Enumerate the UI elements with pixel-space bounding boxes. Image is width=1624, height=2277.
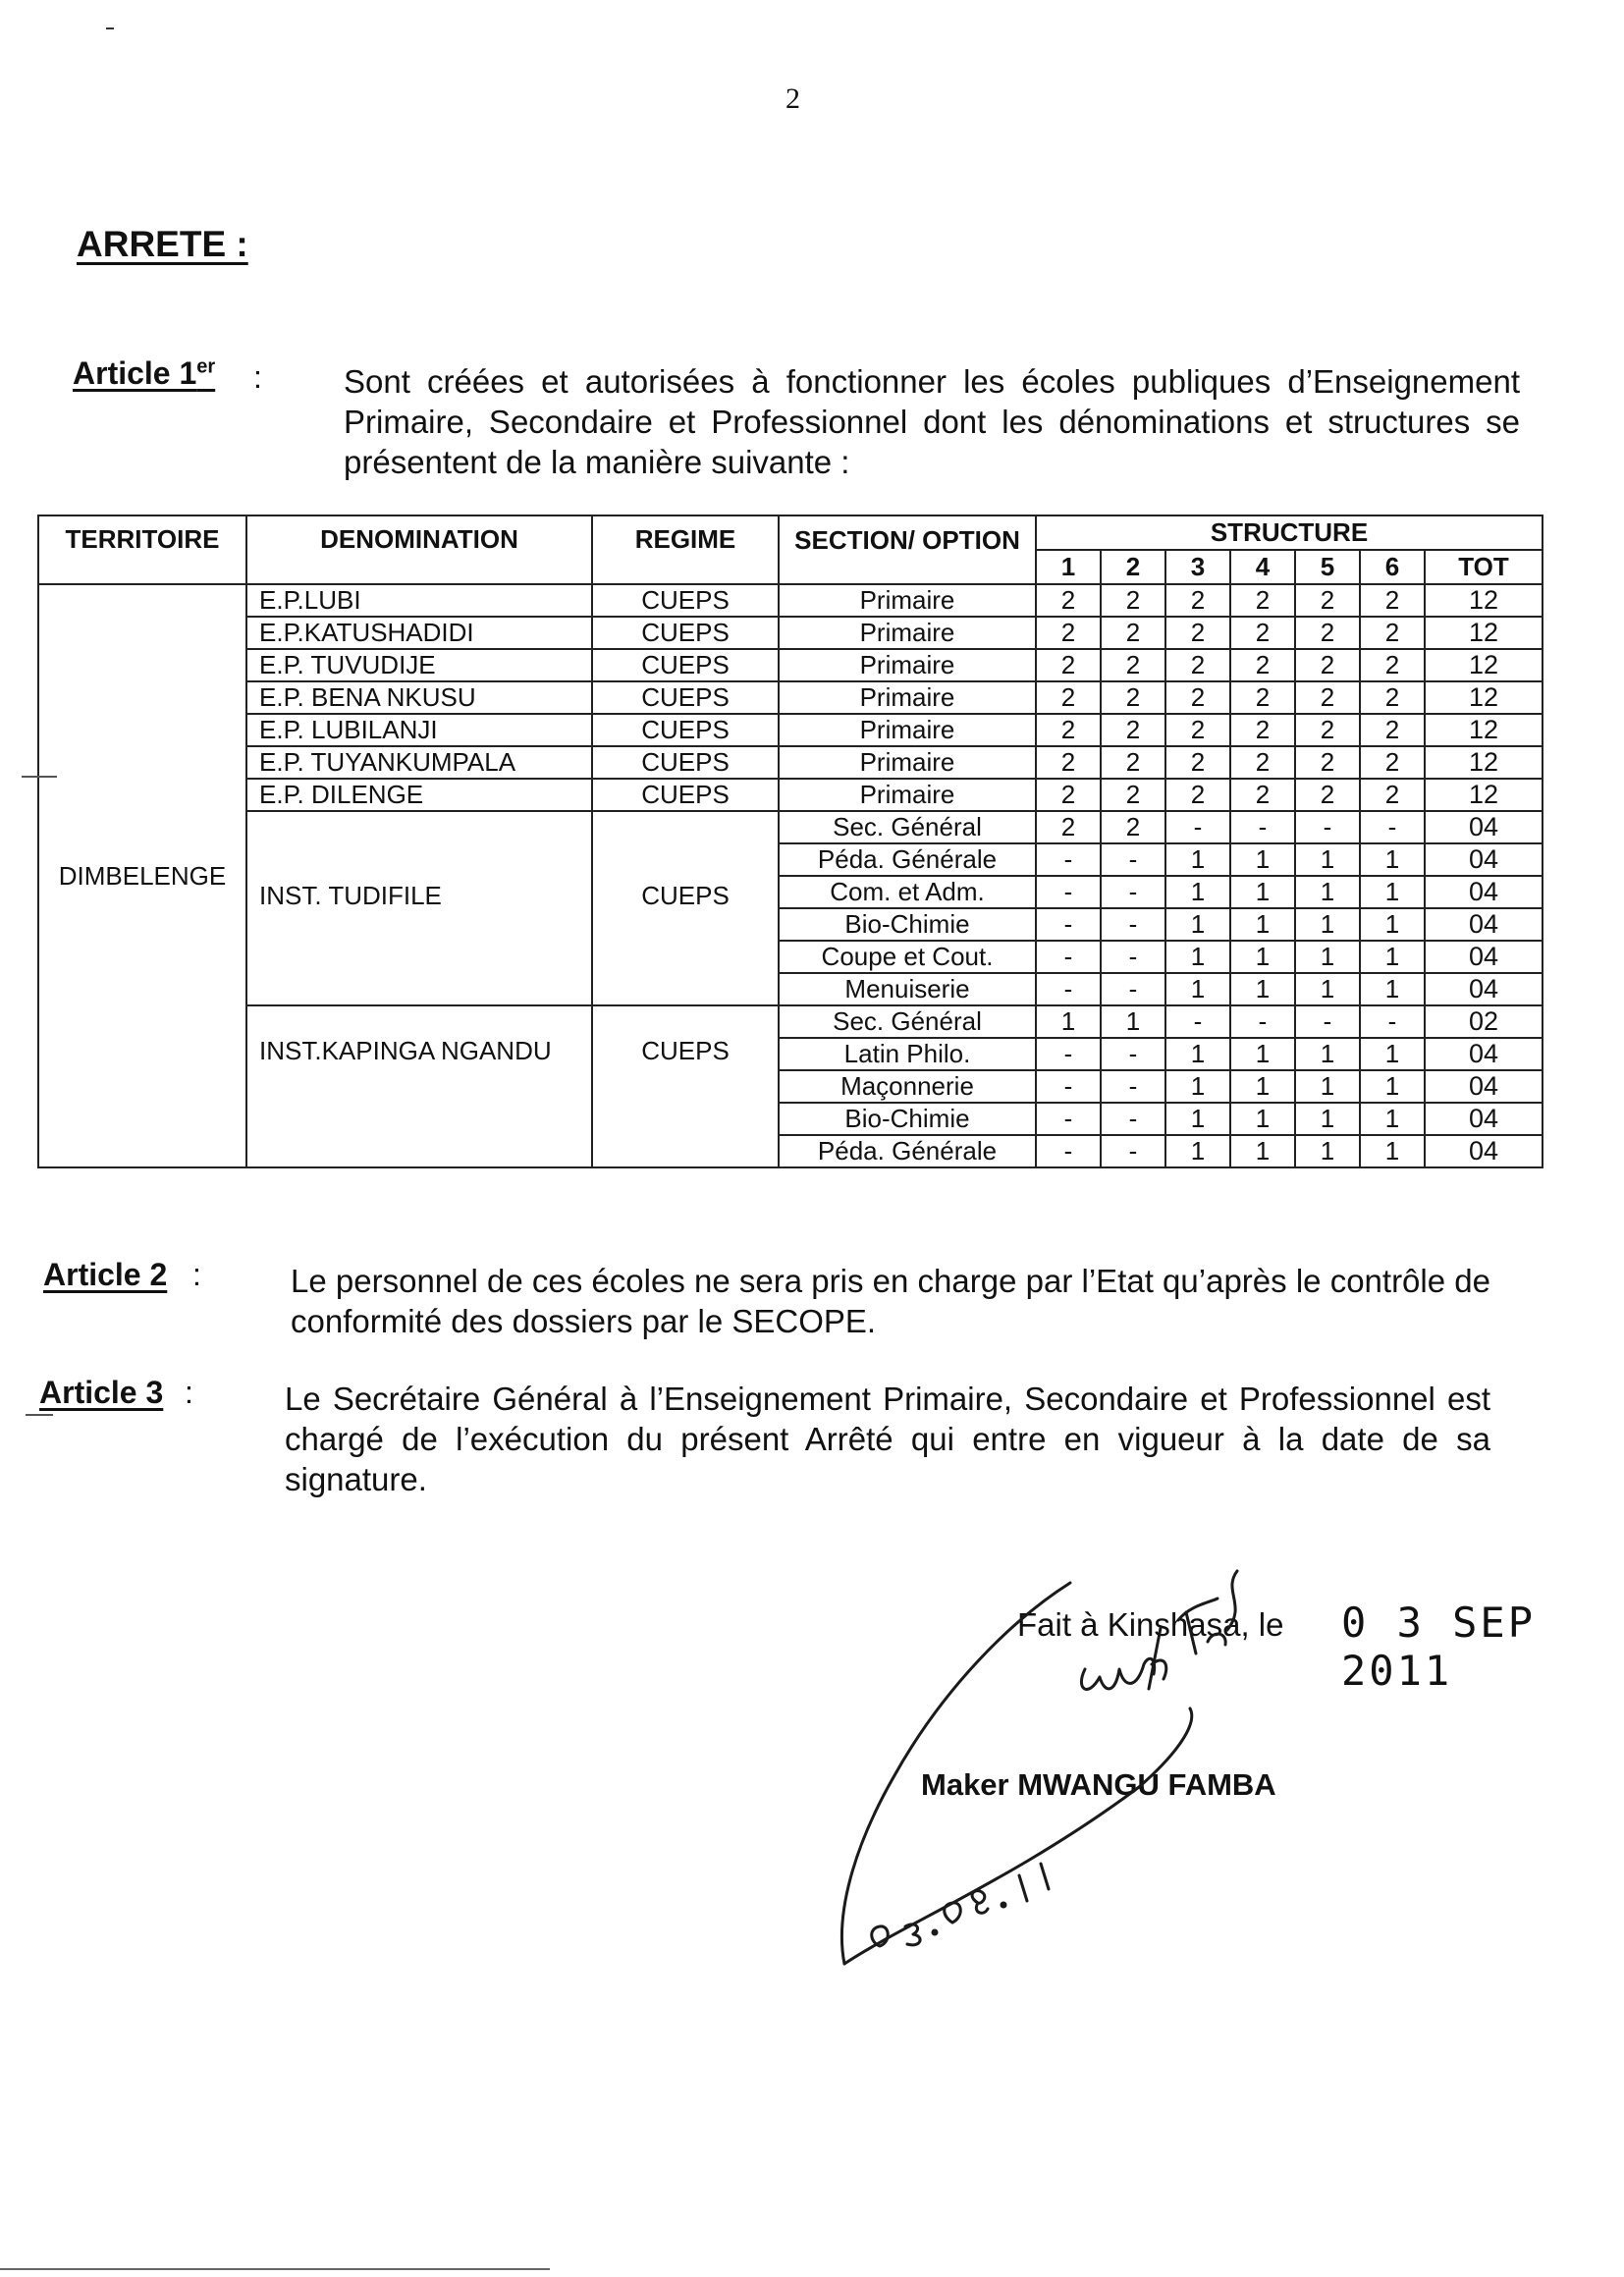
- structure-cell: 1: [1165, 908, 1230, 941]
- structure-cell: 1: [1230, 941, 1295, 973]
- school-name: E.P. DILENGE: [246, 779, 592, 811]
- structure-cell: 1: [1295, 941, 1360, 973]
- structure-cell: 2: [1295, 779, 1360, 811]
- structure-cell: 2: [1295, 746, 1360, 779]
- structure-cell: 1: [1360, 973, 1425, 1005]
- col-num-5: 5: [1295, 550, 1360, 584]
- structure-cell: 1: [1230, 1103, 1295, 1135]
- structure-cell: 2: [1360, 681, 1425, 714]
- structure-cell: 2: [1230, 714, 1295, 746]
- total-cell: 04: [1425, 1038, 1543, 1070]
- structure-cell: 2: [1101, 584, 1165, 617]
- school-regime: CUEPS: [592, 649, 779, 681]
- total-cell: 04: [1425, 876, 1543, 908]
- total-cell: 04: [1425, 1070, 1543, 1103]
- total-cell: 12: [1425, 714, 1543, 746]
- structure-cell: 2: [1230, 649, 1295, 681]
- total-cell: 04: [1425, 908, 1543, 941]
- col-num-2: 2: [1101, 550, 1165, 584]
- structure-cell: -: [1101, 1070, 1165, 1103]
- structure-cell: 2: [1036, 714, 1101, 746]
- structure-cell: -: [1165, 1005, 1230, 1038]
- total-cell: 12: [1425, 617, 1543, 649]
- school-name: E.P. BENA NKUSU: [246, 681, 592, 714]
- school-section: Primaire: [779, 779, 1036, 811]
- option-name: Sec. Général: [779, 811, 1036, 843]
- option-name: Bio-Chimie: [779, 908, 1036, 941]
- structure-cell: 1: [1360, 876, 1425, 908]
- article-1-label: [73, 355, 215, 392]
- structure-cell: 2: [1036, 584, 1101, 617]
- structure-cell: 1: [1230, 843, 1295, 876]
- institute-regime: CUEPS: [592, 1005, 779, 1167]
- structure-cell: 2: [1036, 746, 1101, 779]
- page-number: 2: [785, 82, 800, 115]
- col-num-1: 1: [1036, 550, 1101, 584]
- scan-mark-dash: [106, 27, 114, 29]
- structure-cell: 2: [1036, 681, 1101, 714]
- school-regime: CUEPS: [592, 681, 779, 714]
- structure-cell: 1: [1360, 1038, 1425, 1070]
- structure-cell: -: [1360, 1005, 1425, 1038]
- structure-cell: 1: [1101, 1005, 1165, 1038]
- school-name: E.P.LUBI: [246, 584, 592, 617]
- table-row: [38, 1005, 1543, 1038]
- structure-cell: 1: [1230, 1135, 1295, 1167]
- structure-cell: 1: [1165, 843, 1230, 876]
- total-cell: 04: [1425, 843, 1543, 876]
- structure-cell: 1: [1165, 1135, 1230, 1167]
- col-denomination: DENOMINATION: [246, 515, 592, 584]
- structure-cell: -: [1036, 973, 1101, 1005]
- structure-cell: -: [1101, 876, 1165, 908]
- article-2-text: Le personnel de ces écoles ne sera pris en charge par l’Etat qu’après le contrôle de conformité des dossiers par le SECOPE.: [291, 1263, 1490, 1339]
- structure-cell: 1: [1360, 843, 1425, 876]
- structure-cell: -: [1295, 1005, 1360, 1038]
- structure-cell: 1: [1036, 1005, 1101, 1038]
- article-1-sup: er: [196, 355, 216, 378]
- school-section: Primaire: [779, 584, 1036, 617]
- school-name: E.P. TUVUDIJE: [246, 649, 592, 681]
- structure-cell: 2: [1036, 617, 1101, 649]
- table-row: [38, 584, 1543, 617]
- total-cell: 12: [1425, 779, 1543, 811]
- structure-cell: 1: [1295, 876, 1360, 908]
- structure-cell: 2: [1295, 681, 1360, 714]
- article-1-text: Sont créées et autorisées à fonctionner les écoles publiques d’Enseignement Primaire, Secondaire et Professionnel dont les dénominations et structures se présentent de la manière suivante :: [344, 363, 1520, 480]
- structure-cell: 2: [1360, 617, 1425, 649]
- scan-bottom-line: [0, 2268, 550, 2270]
- structure-cell: 1: [1360, 1070, 1425, 1103]
- structure-cell: 1: [1230, 973, 1295, 1005]
- article-3-text: Le Secrétaire Général à l’Enseignement Primaire, Secondaire et Professionnel est chargé de l’exécution du présent Arrêté qui entre en vigueur à la date de sa signature.: [285, 1381, 1490, 1497]
- option-name: Péda. Générale: [779, 1135, 1036, 1167]
- scan-mark-left: [22, 776, 57, 778]
- structure-cell: 2: [1360, 649, 1425, 681]
- signature-place: Fait à Kinshasa, le: [1017, 1606, 1284, 1643]
- school-section: Primaire: [779, 617, 1036, 649]
- structure-cell: 2: [1036, 779, 1101, 811]
- article-1-label-text: Article 1: [73, 355, 197, 391]
- total-cell: 04: [1425, 941, 1543, 973]
- structure-cell: -: [1036, 941, 1101, 973]
- table-row: [38, 681, 1543, 714]
- structure-cell: 2: [1295, 617, 1360, 649]
- table-row: [38, 811, 1543, 843]
- structure-cell: 1: [1295, 1038, 1360, 1070]
- school-name: E.P. TUYANKUMPALA: [246, 746, 592, 779]
- institute-name: INST.KAPINGA NGANDU: [246, 1005, 592, 1167]
- total-cell: 12: [1425, 649, 1543, 681]
- structure-cell: 1: [1295, 973, 1360, 1005]
- structure-cell: -: [1101, 1103, 1165, 1135]
- option-name: Com. et Adm.: [779, 876, 1036, 908]
- structure-cell: -: [1165, 811, 1230, 843]
- col-tot: TOT: [1425, 550, 1543, 584]
- structure-cell: 1: [1165, 1103, 1230, 1135]
- scan-mark-left2: [26, 1414, 53, 1416]
- structure-cell: 2: [1101, 746, 1165, 779]
- total-cell: 12: [1425, 584, 1543, 617]
- structure-cell: 2: [1360, 746, 1425, 779]
- structure-cell: -: [1230, 811, 1295, 843]
- structure-cell: 2: [1101, 811, 1165, 843]
- article-3-colon: :: [185, 1375, 193, 1410]
- structure-cell: -: [1036, 1038, 1101, 1070]
- structure-cell: -: [1101, 941, 1165, 973]
- structure-cell: 2: [1165, 714, 1230, 746]
- structure-cell: -: [1036, 908, 1101, 941]
- handwritten-signature: [825, 1551, 1335, 2013]
- school-section: Primaire: [779, 681, 1036, 714]
- structure-cell: 2: [1230, 779, 1295, 811]
- option-name: Bio-Chimie: [779, 1103, 1036, 1135]
- col-num-4: 4: [1230, 550, 1295, 584]
- institute-regime: CUEPS: [592, 811, 779, 1005]
- total-cell: 04: [1425, 973, 1543, 1005]
- structure-cell: 2: [1101, 714, 1165, 746]
- structure-cell: 1: [1165, 1038, 1230, 1070]
- structure-cell: 2: [1230, 746, 1295, 779]
- structure-cell: 2: [1101, 681, 1165, 714]
- col-territoire: TERRITOIRE: [38, 515, 246, 584]
- page-title: ARRETE :: [77, 224, 248, 264]
- col-num-3: 3: [1165, 550, 1230, 584]
- school-regime: CUEPS: [592, 617, 779, 649]
- structure-cell: -: [1101, 1135, 1165, 1167]
- structure-cell: 1: [1295, 1103, 1360, 1135]
- col-regime: REGIME: [592, 515, 779, 584]
- structure-cell: 1: [1295, 1070, 1360, 1103]
- structure-cell: 1: [1165, 941, 1230, 973]
- structure-cell: -: [1036, 876, 1101, 908]
- col-num-6: 6: [1360, 550, 1425, 584]
- col-structure: STRUCTURE: [1036, 515, 1543, 550]
- table-row: [38, 746, 1543, 779]
- option-name: Coupe et Cout.: [779, 941, 1036, 973]
- structure-cell: -: [1360, 811, 1425, 843]
- date-stamp: 0 3 SEP 2011: [1341, 1599, 1537, 1695]
- structure-cell: 1: [1295, 843, 1360, 876]
- school-name: E.P.KATUSHADIDI: [246, 617, 592, 649]
- signatory-name: Maker MWANGU FAMBA: [921, 1767, 1276, 1802]
- structure-cell: 1: [1230, 908, 1295, 941]
- structure-cell: 2: [1295, 714, 1360, 746]
- structure-cell: 2: [1165, 746, 1230, 779]
- total-cell: 04: [1425, 811, 1543, 843]
- structure-cell: -: [1036, 1103, 1101, 1135]
- structure-cell: 2: [1101, 779, 1165, 811]
- school-regime: CUEPS: [592, 714, 779, 746]
- school-section: Primaire: [779, 714, 1036, 746]
- school-regime: CUEPS: [592, 779, 779, 811]
- structure-cell: 2: [1101, 649, 1165, 681]
- structure-cell: -: [1036, 843, 1101, 876]
- option-name: Menuiserie: [779, 973, 1036, 1005]
- structure-cell: 1: [1295, 908, 1360, 941]
- structure-cell: 1: [1230, 1070, 1295, 1103]
- structure-cell: -: [1036, 1070, 1101, 1103]
- structure-cell: 1: [1360, 941, 1425, 973]
- article-1-colon: :: [253, 359, 262, 395]
- structure-cell: 2: [1165, 584, 1230, 617]
- total-cell: 04: [1425, 1135, 1543, 1167]
- article-2-colon: :: [192, 1257, 201, 1292]
- col-section-option: SECTION/ OPTION: [779, 515, 1036, 584]
- school-section: Primaire: [779, 746, 1036, 779]
- institute-name: INST. TUDIFILE: [246, 811, 592, 1005]
- article-3-label: Article 3: [39, 1375, 164, 1410]
- structure-cell: -: [1101, 973, 1165, 1005]
- table-row: [38, 617, 1543, 649]
- territory-name: DIMBELENGE: [38, 584, 246, 1167]
- total-cell: 02: [1425, 1005, 1543, 1038]
- structure-cell: -: [1101, 1038, 1165, 1070]
- option-name: Sec. Général: [779, 1005, 1036, 1038]
- structure-cell: 1: [1165, 973, 1230, 1005]
- structure-cell: -: [1295, 811, 1360, 843]
- structure-cell: 2: [1295, 649, 1360, 681]
- structure-cell: 1: [1230, 1038, 1295, 1070]
- schools-table: [37, 515, 1543, 1168]
- option-name: Maçonnerie: [779, 1070, 1036, 1103]
- structure-cell: 2: [1230, 617, 1295, 649]
- table-row: [38, 714, 1543, 746]
- school-regime: CUEPS: [592, 746, 779, 779]
- total-cell: 04: [1425, 1103, 1543, 1135]
- school-regime: CUEPS: [592, 584, 779, 617]
- structure-cell: -: [1101, 908, 1165, 941]
- structure-cell: 1: [1295, 1135, 1360, 1167]
- structure-cell: 1: [1360, 1103, 1425, 1135]
- structure-cell: 2: [1165, 649, 1230, 681]
- structure-cell: 2: [1295, 584, 1360, 617]
- structure-cell: 2: [1230, 681, 1295, 714]
- structure-cell: 1: [1360, 1135, 1425, 1167]
- structure-cell: 2: [1101, 617, 1165, 649]
- table-row: [38, 779, 1543, 811]
- total-cell: 12: [1425, 746, 1543, 779]
- structure-cell: 2: [1360, 584, 1425, 617]
- structure-cell: 1: [1360, 908, 1425, 941]
- structure-cell: 2: [1165, 681, 1230, 714]
- structure-cell: 1: [1165, 1070, 1230, 1103]
- structure-cell: 1: [1230, 876, 1295, 908]
- structure-cell: 2: [1360, 714, 1425, 746]
- structure-cell: 1: [1165, 876, 1230, 908]
- school-name: E.P. LUBILANJI: [246, 714, 592, 746]
- structure-cell: -: [1036, 1135, 1101, 1167]
- structure-cell: 2: [1165, 779, 1230, 811]
- school-section: Primaire: [779, 649, 1036, 681]
- structure-cell: 2: [1036, 811, 1101, 843]
- total-cell: 12: [1425, 681, 1543, 714]
- structure-cell: -: [1230, 1005, 1295, 1038]
- structure-cell: 2: [1230, 584, 1295, 617]
- structure-cell: -: [1101, 843, 1165, 876]
- structure-cell: 2: [1165, 617, 1230, 649]
- option-name: Latin Philo.: [779, 1038, 1036, 1070]
- structure-cell: 2: [1360, 779, 1425, 811]
- table-row: [38, 649, 1543, 681]
- article-2-label: Article 2: [43, 1257, 168, 1292]
- option-name: Péda. Générale: [779, 843, 1036, 876]
- structure-cell: 2: [1036, 649, 1101, 681]
